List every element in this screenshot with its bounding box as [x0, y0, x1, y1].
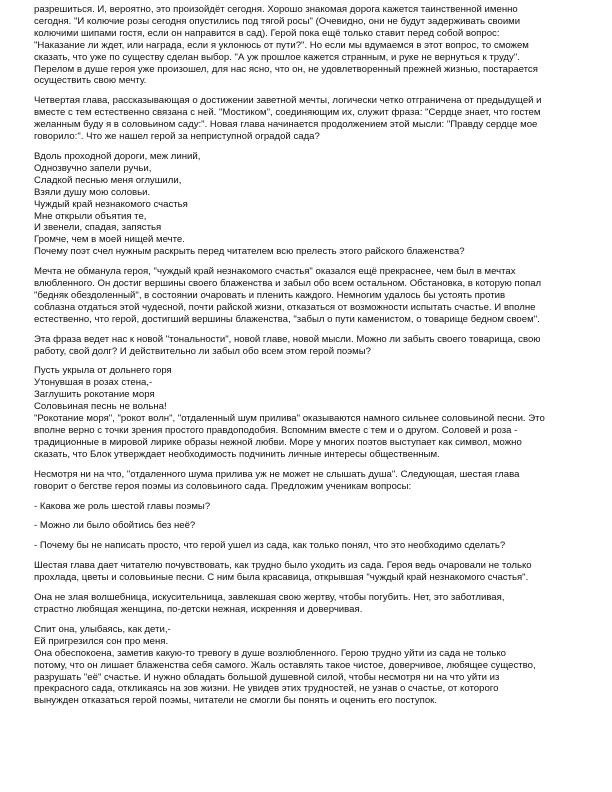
verse-line: Пусть укрыла от дольнего горя [34, 365, 172, 377]
verse-line: Однозвучно запели ручьи, [34, 162, 152, 174]
text-line: разрешиться. И, вероятно, это произойдёт сегодня. Хорошо знакомая дорога кажется таинственной именно [34, 4, 518, 15]
text-line: колючими шипами гостя, если он направится в сад). Герой пока ещё только ставит перед собой вопрос: [34, 27, 500, 39]
verse-line: Спит она, улыбаясь, как дети,- [34, 623, 171, 635]
paragraph [34, 592, 584, 616]
verse-line: Громче, чем в моей нищей мечте. [34, 234, 185, 246]
text-line: влюбленного. Он достиг вершины своего блаженства и забыл обо всем остальном. Обстановка, в которую попал [34, 278, 542, 290]
text-line: сегодня. "И колючие розы сегодня опустились под тягой росы" (Очевидно, они не будут задерживать своими [34, 15, 521, 27]
verse-line: Ей пригрезился сон про меня. [34, 635, 169, 647]
text-line: сказать, что уже по существу сделан выбор. "А уж прошлое кажется странным, и руке не вернуться к труду". [34, 51, 520, 63]
text-line: осуществить свою мечту. [34, 75, 147, 87]
text-line: желанным буду я в соловьином саду:". Новая глава начинается продолжением этой мысли: "Правду сердце мое [34, 119, 538, 131]
text-line: Мечта не обманула героя, "чуждый край незнакомого счастья" оказался ещё прекраснее, чем был в мечтах [34, 266, 516, 278]
verse-line: Сладкой песнью меня оглушили, [34, 174, 182, 186]
text-line: - Почему бы не написать просто, что герой ушел из сада, как только понял, что это необходимо сделать? [34, 540, 506, 552]
text-line: Четвертая глава, рассказывающая о достижении заветной мечты, логически четко отграничена от предыдущей и [34, 95, 542, 107]
verse-line: Взяли душу мою соловьи. [34, 186, 151, 198]
text-line: Шестая глава дает читателю почувствовать, как трудно было уходить из сада. Героя ведь очаровали не только [34, 560, 532, 572]
text-line: прохлада, цветы и соловьиные песни. С ним была красавица, открывшая "чуждый край незнакомого счастья". [34, 572, 529, 584]
text-line: Эта фраза ведет нас к новой "тональности", новой главе, новой мысли. Можно ли забыть своего товарища, свою [34, 333, 541, 345]
text-line: страстно любящая женщина, по-детски нежная, искренняя и доверчивая. [34, 603, 363, 615]
verse-line: Соловьиная песнь не вольна! [34, 401, 167, 413]
text-line: традиционные в мировой лирике образы нежной любви. Море у многих поэтов выступает как символ, можно [34, 436, 522, 448]
verse-line: И звенели, спадая, запястья [34, 222, 162, 234]
paragraph [34, 334, 584, 358]
paragraph [34, 4, 584, 87]
text-line: Перелом в душе героя уже произошел, для нас ясно, что он, не удовлетворенный прежней жизнью, постарается [34, 63, 538, 75]
paragraph [34, 469, 584, 493]
verse-line: Чуждый край незнакомого счастья [34, 198, 188, 210]
text-line: сказать, что Блок утверждает необходимость подчинить личные интересы общественным. [34, 448, 440, 460]
text-line: вполне верно с точки зрения простого правдоподобия. Вспомним вместе с тем и о другом. Соловей и роза - [34, 425, 518, 436]
question-item [34, 520, 584, 532]
text-line: естественно, что герой, достигший вершины блаженства, "забыл о пути каменистом, о товарище бедном своем". [34, 313, 540, 325]
verse-line: Заглушить рокотание моря [34, 389, 155, 401]
text-line: разрушать "её" счастье. И нужно обладать большой душевной силой, чтобы несмотря ни на что уйти из [34, 671, 500, 683]
question-item [34, 540, 584, 552]
poem-quote [34, 624, 584, 707]
text-line: "бедняк обездоленный", в состоянии очаровать и пленить каждого. Немногим удалось бы устоять против [34, 289, 506, 301]
text-line: работу, свой долг? И действительно ли забыл обо всем этом герой поэмы? [34, 345, 371, 357]
text-line: "Рокотание моря", "рокот волн", "отдаленный шум прилива" оказываются намного сильнее соловьиной песни. Это [34, 413, 545, 425]
verse-line: Вдоль проходной дороги, меж линий, [34, 150, 201, 162]
text-line: вынужден отказаться герой поэмы, читатели не смогли бы понять и оценить его поступок. [34, 695, 438, 707]
verse-line: Утонувшая в розах стена,- [34, 377, 153, 389]
poem-quote [34, 151, 584, 258]
text-line: Почему поэт счел нужным раскрыть перед читателем всю прелесть этого райского блаженства? [34, 246, 465, 258]
text-line: - Какова же роль шестой главы поэмы? [34, 500, 211, 512]
question-item [34, 501, 584, 513]
text-line: - Можно ли было обойтись без неё? [34, 520, 196, 532]
text-line: соблазна отдаться этой чудесной, почти райской жизни, отказаться от возможности испытать счастье. И вполне [34, 301, 536, 313]
text-line: Она не злая волшебница, искусительница, завлекшая свою жертву, чтобы погубить. Нет, это заботливая, [34, 592, 505, 604]
paragraph [34, 95, 584, 143]
poem-quote [34, 365, 584, 460]
paragraph [34, 266, 584, 326]
paragraph [34, 560, 584, 584]
text-line: говорит о бегстве героя поэмы из соловьиного сада. Предложим ученикам вопросы: [34, 480, 412, 492]
text-line: вместе с тем естественно связана с ней. "Мостиком", соединяющим их, служит фраза: "Сердце знает, что гостем [34, 107, 541, 119]
text-line: потому, что он лишает блаженства себя самого. Жаль оставлять такое чистое, доверчивое, любящее существо, [34, 659, 536, 671]
verse-line: Мне открыли объятия те, [34, 210, 147, 222]
text-line: Несмотря ни на что, "отдаленного шума прилива уж не может не слышать душа". Следующая, шестая глава [34, 468, 520, 480]
text-line: Она обеспокоена, заметив какую-то тревогу в душе возлюбленного. Герою трудно уйти из сада не только [34, 647, 506, 659]
text-line: "Наказание ли ждет, или награда, если я уклонюсь от пути?". Но если мы вдумаемся в этот вопрос, то сможем [34, 39, 529, 51]
text-line: прекрасного сада, откликаясь на зов жизни. Не увидев этих трудностей, не узнав о счастье, от которого [34, 683, 499, 695]
text-line: говорило:". Что же нашел герой за неприступной оградой сада? [34, 131, 320, 143]
